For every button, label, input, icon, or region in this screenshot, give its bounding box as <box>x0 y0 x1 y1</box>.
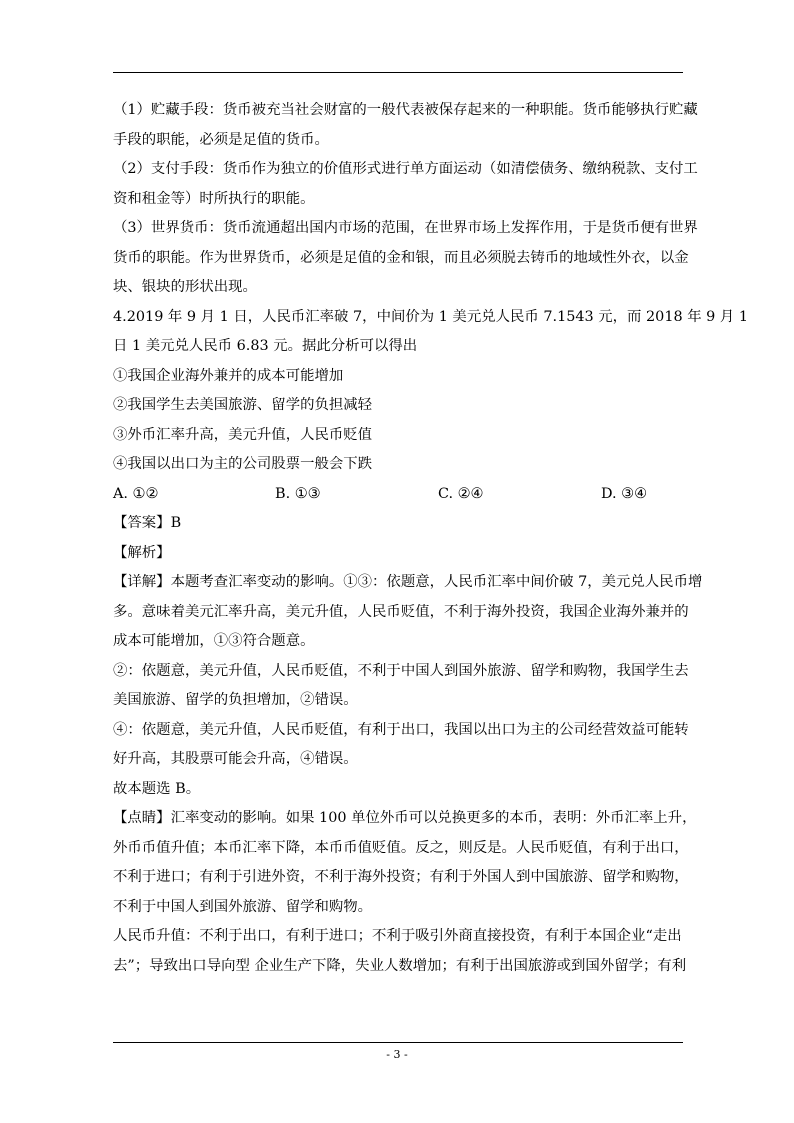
text-line: 不利于进口；有利于引进外资，不利于海外投资；有利于外国人到中国旅游、留学和购物， <box>113 869 689 885</box>
text-line: （3）世界货币：货币流通超出国内市场的范围，在世界市场上发挥作用，于是货币便有世界 <box>113 220 698 236</box>
text-line: （2）支付手段：货币作为独立的价值形式进行单方面运动（如清偿债务、缴纳税款、支付工 <box>113 161 698 177</box>
option-d: D. ③④ <box>601 485 647 502</box>
text-line: 外币币值升值；本币汇率下降，本币币值贬值。反之，则反是。人民币贬值，有利于出口， <box>113 839 689 856</box>
footer-rule <box>113 1042 683 1043</box>
text-line: 美国旅游、留学的负担增加，②错误。 <box>113 692 358 708</box>
text-line: 多。意味着美元汇率升高，美元升值，人民币贬值，不利于海外投资，我国企业海外兼并的 <box>113 603 689 620</box>
text-line: 货币的职能。作为世界货币，必须是足值的金和银，而且必须脱去铸币的地域性外衣，以金 <box>113 249 689 266</box>
text-line: 去”；导致出口导向型 企业生产下降，失业人数增加；有利于出国旅游或到国外留学；有利 <box>113 957 687 974</box>
text-line: 不利于中国人到国外旅游、留学和购物。 <box>113 898 373 915</box>
text-line: 好升高，其股票可能会升高，④错误。 <box>113 751 358 767</box>
option-c: C. ②④ <box>438 485 484 502</box>
analysis-heading: 【解析】 <box>113 544 171 561</box>
text-line: （1）贮藏手段：货币被充当社会财富的一般代表被保存起来的一种职能。货币能够执行贮藏 <box>113 102 698 118</box>
question-stem: 日 1 美元兑人民币 6.83 元。据此分析可以得出 <box>113 338 418 354</box>
page-number: - 3 - <box>386 1048 408 1061</box>
statement-2: ②我国学生去美国旅游、留学的负担减轻 <box>113 397 373 413</box>
statement-3: ③外币汇率升高，美元升值，人民币贬值 <box>113 426 373 443</box>
answer-line: 【答案】B <box>113 515 182 531</box>
text-line: 块、银块的形状出现。 <box>113 279 257 295</box>
option-b: B. ①③ <box>275 485 321 502</box>
header-rule <box>113 72 683 73</box>
text-line: ④：依题意，美元升值，人民币贬值，有利于出口，我国以出口为主的公司经营效益可能转 <box>113 721 689 738</box>
question-stem: 4.2019 年 9 月 1 日，人民币汇率破 7，中间价为 1 美元兑人民币 7.1543 元，而 2018 年 9 月 1 <box>113 308 749 325</box>
text-line: 故本题选 B。 <box>113 780 201 797</box>
document-body <box>113 96 749 981</box>
option-a: A. ①② <box>113 485 159 502</box>
text-line: 【点睛】汇率变动的影响。如果 100 单位外币可以兑换更多的本币，表明：外币汇率上升， <box>113 810 697 826</box>
statement-1: ①我国企业海外兼并的成本可能增加 <box>113 367 344 384</box>
text-line: 资和租金等）时所执行的职能。 <box>113 190 315 207</box>
text-line: 手段的职能，必须是足值的货币。 <box>113 131 329 148</box>
answer-options <box>113 480 685 510</box>
text-line: ②：依题意，美元升值，人民币贬值，不利于中国人到国外旅游、留学和购物，我国学生去 <box>113 662 689 679</box>
statement-4: ④我国以出口为主的公司股票一般会下跌 <box>113 456 373 472</box>
text-line: 人民币升值：不利于出口，有利于进口；不利于吸引外商直接投资，有利于本国企业“走出 <box>113 928 682 944</box>
text-line: 成本可能增加，①③符合题意。 <box>113 633 315 649</box>
text-line: 【详解】本题考查汇率变动的影响。①③：依题意，人民币汇率中间价破 7，美元兑人民币增 <box>113 574 703 590</box>
